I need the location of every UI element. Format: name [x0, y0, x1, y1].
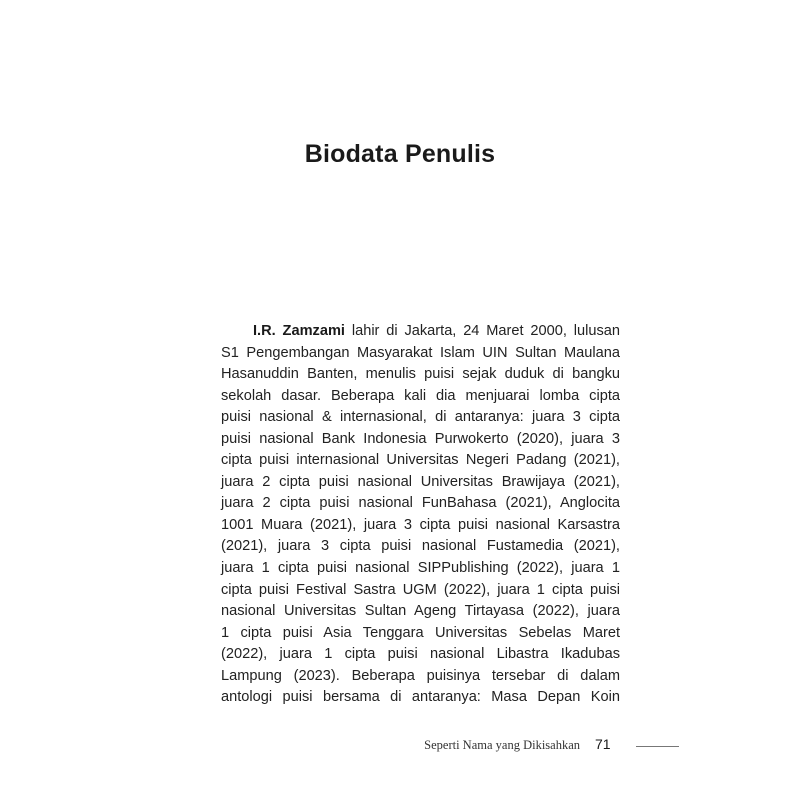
body-line: juara 2 cipta puisi nasional Universitas Brawijaya (2021), — [221, 473, 620, 490]
body-line: juara 2 cipta puisi nasional FunBahasa (2021), Anglocita — [221, 495, 620, 512]
body-line: S1 Pengembangan Masyarakat Islam UIN Sultan Maulana — [221, 344, 620, 361]
body-line: cipta puisi internasional Universitas Negeri Padang (2021), — [221, 452, 620, 469]
footer-rule — [636, 746, 679, 747]
body-line: sekolah dasar. Beberapa kali dia menjuarai lomba cipta — [221, 387, 620, 404]
body-line — [221, 321, 620, 343]
running-footer-title: Seperti Nama yang Dikisahkan — [424, 738, 580, 752]
body-line: Lampung (2023). Beberapa puisinya tersebar di dalam — [221, 667, 620, 684]
body-line: cipta puisi Festival Sastra UGM (2022), juara 1 cipta puisi — [221, 581, 620, 598]
body-line: puisi nasional & internasional, di antaranya: juara 3 cipta — [221, 409, 620, 426]
biography-paragraph — [221, 321, 620, 709]
author-name: I.R. Zamzami — [253, 323, 345, 339]
page-number: 71 — [595, 736, 611, 752]
body-line: (2021), juara 3 cipta puisi nasional Fustamedia (2021), — [221, 538, 620, 555]
body-line: puisi nasional Bank Indonesia Purwokerto (2020), juara 3 — [221, 430, 620, 447]
body-line-text: lahir di Jakarta, 24 Maret 2000, lulusan — [351, 323, 620, 339]
page-title: Biodata Penulis — [304, 140, 496, 168]
body-line: (2022), juara 1 cipta puisi nasional Libastra Ikadubas — [221, 646, 620, 663]
body-line: 1 cipta puisi Asia Tenggara Universitas Sebelas Maret — [221, 624, 620, 641]
body-line: nasional Universitas Sultan Ageng Tirtayasa (2022), juara — [221, 603, 620, 620]
body-line: juara 1 cipta puisi nasional SIPPublishing (2022), juara 1 — [221, 560, 620, 577]
body-line: antologi puisi bersama di antaranya: Masa Depan Koin — [221, 689, 620, 706]
body-line: Hasanuddin Banten, menulis puisi sejak duduk di bangku — [221, 366, 620, 383]
body-line: 1001 Muara (2021), juara 3 cipta puisi nasional Karsastra — [221, 516, 620, 533]
